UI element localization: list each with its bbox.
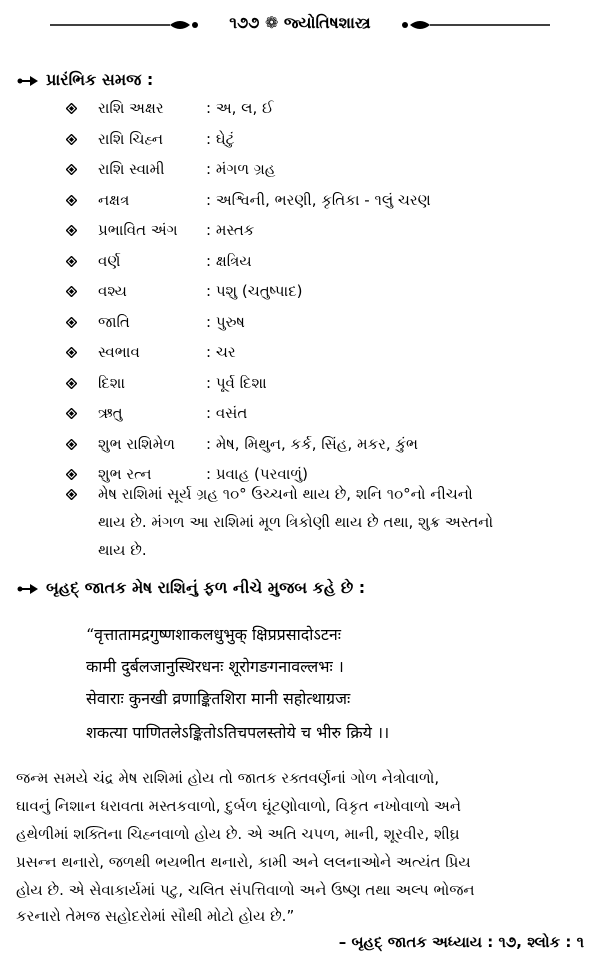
diamond-bullet-icon [66, 408, 77, 419]
attribute-label: રાશિ અક્ષર [98, 99, 164, 117]
diamond-bullet-icon [66, 256, 77, 267]
attribute-label: શુભ રાશિમેળ [98, 434, 176, 453]
page-header [50, 10, 550, 36]
diamond-bullet-icon [66, 439, 77, 450]
attribute-value: : ક્ષત્રિય [206, 251, 252, 270]
section-title: પ્રારંભિક સમજ : [46, 70, 154, 89]
attribute-value: : પુરુષ [206, 312, 245, 331]
citation-reference: – બૃહદ્ જાતક અધ્યાય : ૧૭, શ્લોક : ૧ [338, 933, 584, 951]
diamond-bullet-icon [66, 469, 77, 480]
diamond-bullet-icon [66, 286, 77, 297]
section-title: બૃહદ્ જાતક મેષ રાશિનું ફળ નીચે મુજબ કહે છે : [46, 578, 366, 597]
attribute-label: વર્ણ [98, 251, 121, 270]
diamond-bullet-icon [66, 103, 77, 114]
diamond-bullet-icon [66, 378, 77, 389]
verse-line: “वृत्तातामद्रगुष्णशाकलधुभुक् क्षिप्रप्रसादोऽटनः [86, 625, 342, 644]
attribute-value: : પશુ (ચતુષ્પાદ) [206, 282, 303, 300]
diamond-bullet-icon [66, 164, 77, 175]
attribute-value: : ઘેટું [206, 129, 235, 148]
verse-line: सेवाराः कुनखी व्रणाङ्कितशिरा मानी सहोत्थाग्रजः [86, 689, 351, 708]
attribute-value: : પૂર્વ દિશા [206, 373, 267, 392]
attribute-value: : મેષ, મિથુન, કર્ક, સિંહ, મકર, કુંભ [206, 434, 419, 453]
paragraph-line: જન્મ સમયે ચંદ્ર મેષ રાશિમાં હોય તો જાતક રક્તવર્ણનાં ગોળ નેત્રોવાળો, [16, 769, 440, 787]
left-ornament-icon [50, 19, 200, 31]
section-arrow-icon [16, 74, 42, 88]
right-ornament-icon [400, 19, 550, 31]
diamond-bullet-icon [66, 317, 77, 328]
diamond-bullet-icon [66, 489, 77, 500]
attribute-label: નક્ષત્ર [98, 190, 130, 209]
diamond-bullet-icon [66, 195, 77, 206]
note-line: થાય છે. [98, 541, 147, 559]
section-heading-basic [16, 68, 153, 92]
section-heading-brihad [16, 576, 365, 600]
attribute-label: શુભ રત્ન [98, 465, 152, 483]
diamond-bullet-icon [66, 225, 77, 236]
paragraph-line: ઘાવનું નિશાન ધરાવતા મસ્તકવાળો, દુર્બળ ઘૂંટણોવાળો, વિકૃત નખોવાળો અને [16, 797, 462, 815]
paragraph-line: હોય છે. એ સેવાકાર્યમાં પટુ, ચલિત સંપત્તિવાળો અને ઉષ્ણ તથા અલ્પ ભોજન [16, 881, 475, 899]
verse-line: शकत्या पाणितलेऽङ्कितोऽतिचपलस्तोये च भीरु क्रिये ।। [86, 723, 390, 742]
attribute-label: દિશા [98, 373, 126, 392]
paragraph-line: પ્રસન્ન થનારો, જળથી ભયભીત થનારો, કામી અને લલનાઓને અત્યંત પ્રિય [16, 853, 471, 871]
attribute-label: ઋતુ [98, 404, 123, 422]
attribute-label: વશ્ય [98, 282, 127, 300]
diamond-bullet-icon [66, 347, 77, 358]
paragraph-line: કરનારો તેમજ સહોદરોમાં સૌથી મોટો હોય છે.” [16, 907, 295, 925]
note-line: થાય છે. મંગળ આ રાશિમાં મૂળ ત્રિકોણી થાય છે તથા, શુક્ર અસ્તનો [98, 513, 494, 531]
attribute-value: : પ્રવાહ (પરવાળું) [206, 465, 308, 483]
attribute-value: : ચર [206, 343, 236, 361]
attribute-label: પ્રભાવિત અંગ [98, 221, 178, 239]
attribute-label: સ્વભાવ [98, 343, 140, 361]
note-line: મેષ રાશિમાં સૂર્ય ગ્રહ ૧૦° ઉચ્ચનો થાય છે, શનિ ૧૦°નો નીચનો [98, 485, 473, 503]
attribute-value: : મસ્તક [206, 221, 255, 239]
attribute-value: : મંગળ ગ્રહ [206, 160, 276, 178]
section-arrow-icon [16, 582, 42, 596]
attribute-label: રાશિ ચિહ્ન [98, 129, 164, 148]
attribute-label: જાતિ [98, 312, 130, 331]
attribute-value: : અ, લ, ઈ [206, 99, 274, 117]
verse-line: कामी दुर्बलजानुस्थिरधनः शूरोगङगनावल्लभः । [86, 657, 344, 676]
page-title: ૧૭૭ ❁ જ્યોતિષશાસ્ત્ર [229, 13, 371, 32]
attribute-label: રાશિ સ્વામી [98, 160, 165, 178]
paragraph-line: હથેળીમાં શક્તિના ચિહ્નવાળો હોય છે. એ અતિ ચપળ, માની, શૂરવીર, શીઘ્ર [16, 825, 460, 843]
attribute-value: : અશ્વિની, ભરણી, કૃતિકા - ૧લું ચરણ [206, 190, 431, 209]
diamond-bullet-icon [66, 134, 77, 145]
attribute-value: : વસંત [206, 404, 248, 422]
